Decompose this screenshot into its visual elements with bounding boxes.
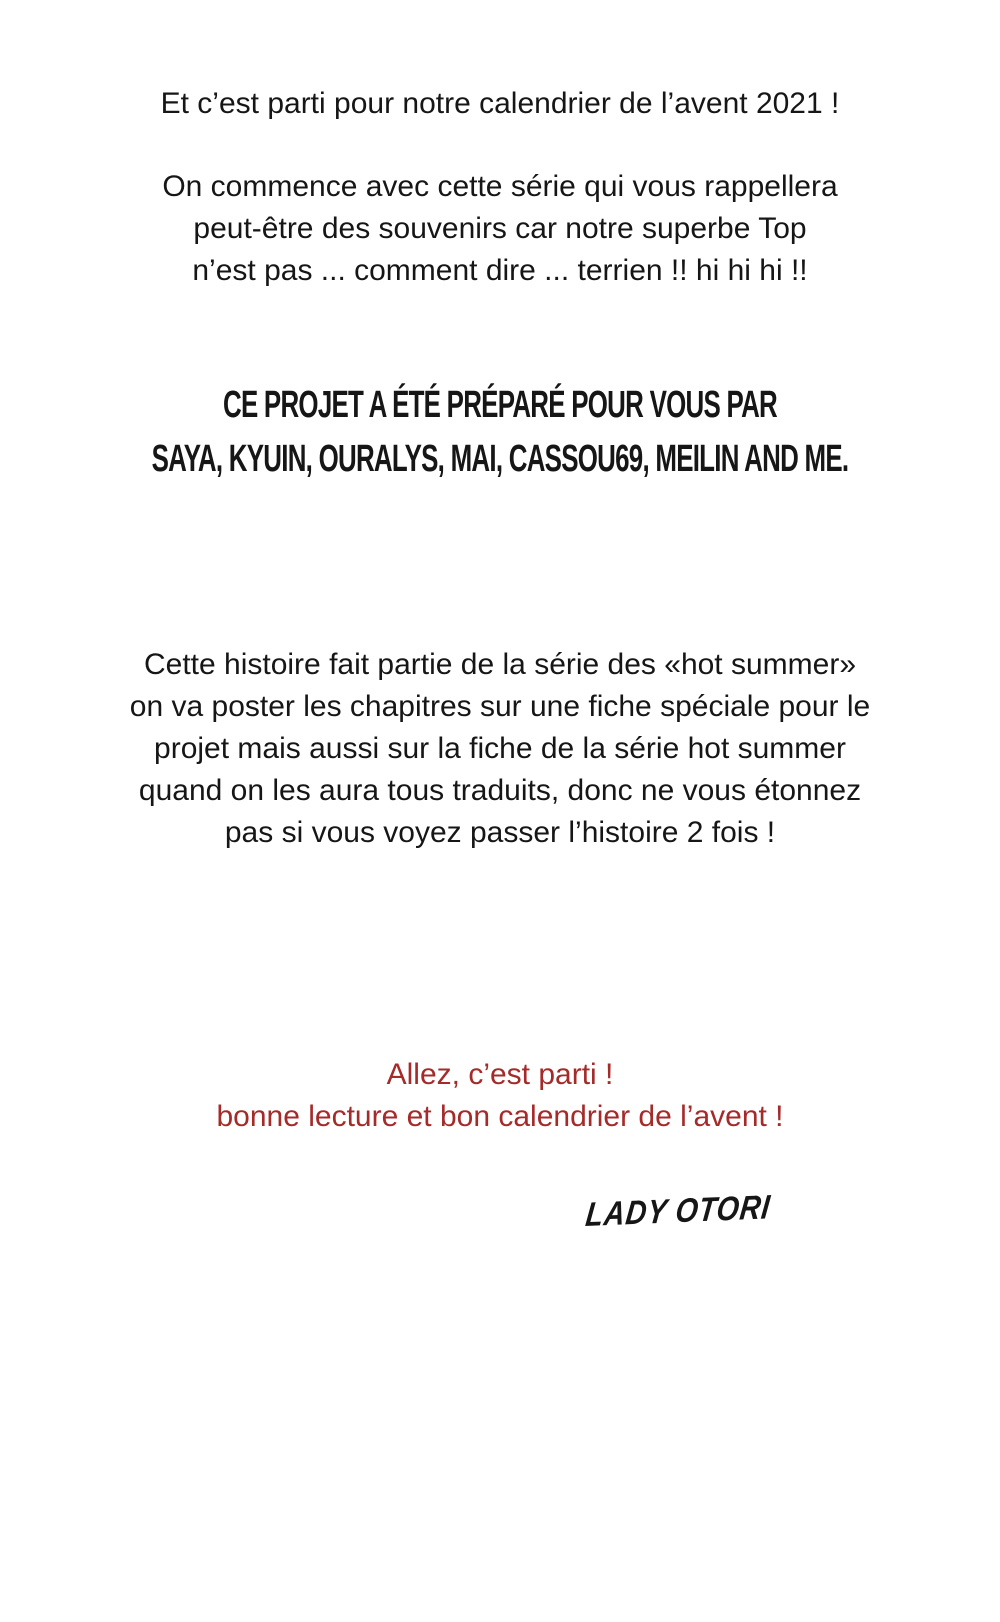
closing-line: Allez, c’est parti ! (386, 1058, 614, 1091)
signature: LADY OTORI (583, 1188, 773, 1234)
opening-line: Et c’est parti pour notre calendrier de l’avent 2021 ! (160, 87, 840, 120)
intro-line: peut-être des souvenirs car notre superbe Top (193, 212, 807, 245)
credits-header (130, 378, 870, 486)
note-line: projet mais aussi sur la fiche de la série hot summer (154, 732, 846, 765)
intro-line: n’est pas ... comment dire ... terrien !! hi hi hi !! (192, 254, 808, 287)
closing-message (0, 1054, 1000, 1138)
note-line: on va poster les chapitres sur une fiche spéciale pour le (129, 690, 871, 723)
intro-line: On commence avec cette série qui vous rappellera (162, 170, 838, 203)
note-line: quand on les aura tous traduits, donc ne vous étonnez (138, 774, 862, 807)
note-line: Cette histoire fait partie de la série des «hot summer» (143, 648, 857, 681)
credits-line: CE PROJET A ÉTÉ PRÉPARÉ POUR VOUS PAR (222, 383, 778, 426)
closing-line: bonne lecture et bon calendrier de l’avent ! (216, 1100, 784, 1133)
series-note (0, 644, 1000, 854)
credits-line: SAYA, KYUIN, OURALYS, MAI, CASSOU69, MEILIN AND ME. (151, 437, 849, 480)
intro-paragraph (0, 166, 1000, 292)
note-line: pas si vous voyez passer l’histoire 2 fois ! (224, 816, 776, 849)
